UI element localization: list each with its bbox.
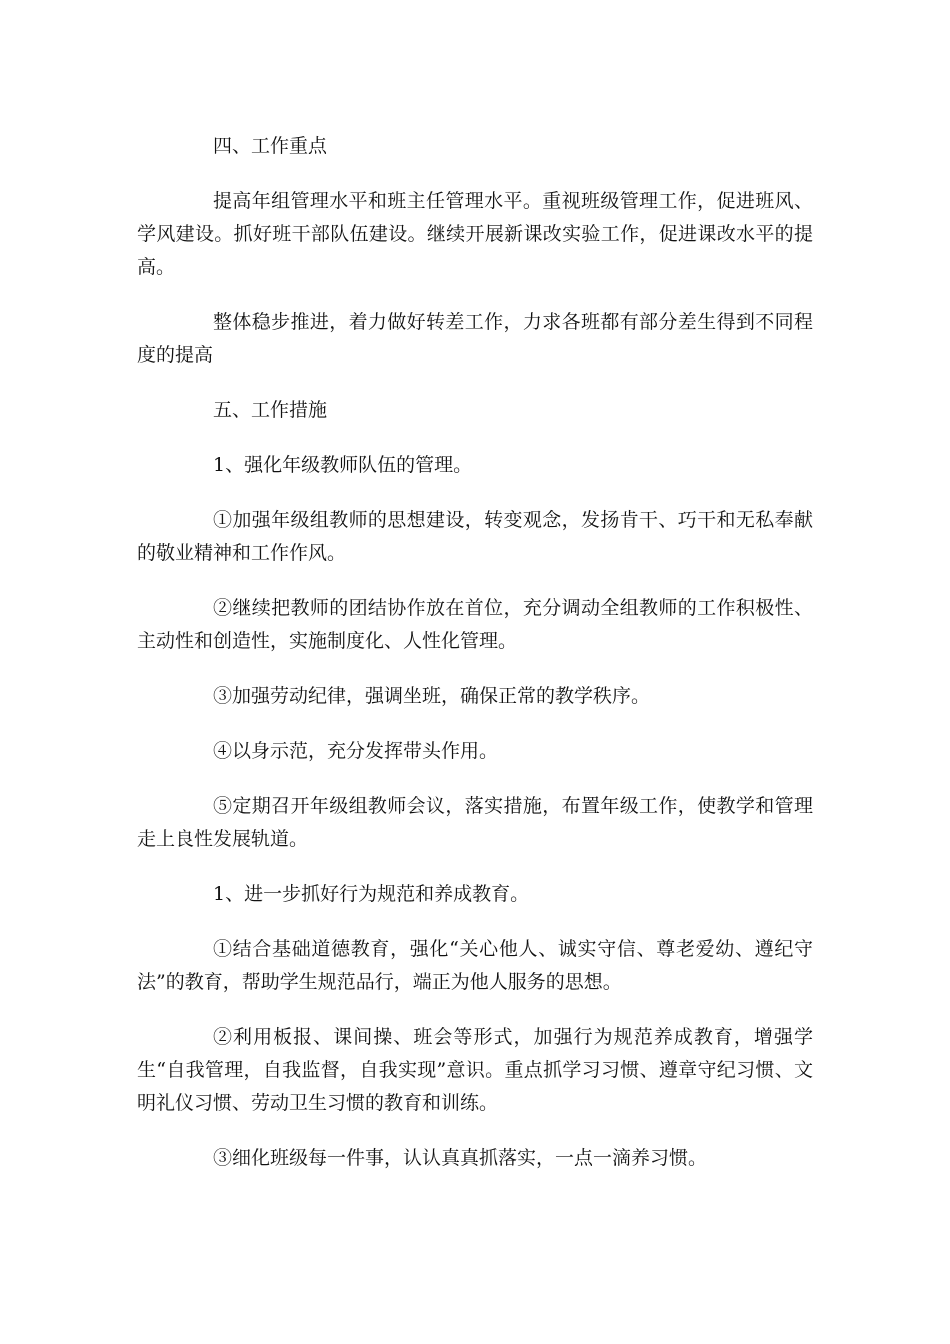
- paragraph-steady-progress: 整体稳步推进，着力做好转差工作，力求各班都有部分差生得到不同程度的提高: [137, 311, 813, 366]
- list-item-teacher-5: ⑤定期召开年级组教师会议，落实措施，布置年级工作，使教学和管理走上良性发展轨道。: [137, 795, 813, 850]
- subheading-teacher-team: 1、强化年级教师队伍的管理。: [213, 454, 473, 476]
- list-item-teacher-1: ①加强年级组教师的思想建设，转变观念，发扬肯干、巧干和无私奉献的敬业精神和工作作风。: [137, 509, 813, 564]
- list-item-behavior-1: ①结合基础道德教育，强化“关心他人、诚实守信、尊老爱幼、遵纪守法”的教育，帮助学生规范品行，端正为他人服务的思想。: [137, 938, 813, 993]
- subheading-behavior-education: 1、进一步抓好行为规范和养成教育。: [213, 883, 530, 905]
- list-item-behavior-2: ②利用板报、课间操、班会等形式，加强行为规范养成教育，增强学生“自我管理，自我监督，自我实现”意识。重点抓学习习惯、遵章守纪习惯、文明礼仪习惯、劳动卫生习惯的教育和训练。: [137, 1026, 813, 1114]
- list-item-teacher-3: ③加强劳动纪律，强调坐班，确保正常的教学秩序。: [213, 685, 651, 707]
- section-heading-work-focus: 四、工作重点: [213, 135, 328, 157]
- list-item-behavior-3: ③细化班级每一件事，认认真真抓落实，一点一滴养习惯。: [213, 1147, 708, 1169]
- section-heading-work-measures: 五、工作措施: [213, 399, 328, 421]
- list-item-teacher-4: ④以身示范，充分发挥带头作用。: [213, 740, 499, 762]
- list-item-teacher-2: ②继续把教师的团结协作放在首位，充分调动全组教师的工作积极性、主动性和创造性，实施制度化、人性化管理。: [137, 597, 813, 652]
- paragraph-management-level: 提高年组管理水平和班主任管理水平。重视班级管理工作，促进班风、学风建设。抓好班干部队伍建设。继续开展新课改实验工作，促进课改水平的提高。: [137, 190, 813, 278]
- document-body: [137, 130, 813, 1197]
